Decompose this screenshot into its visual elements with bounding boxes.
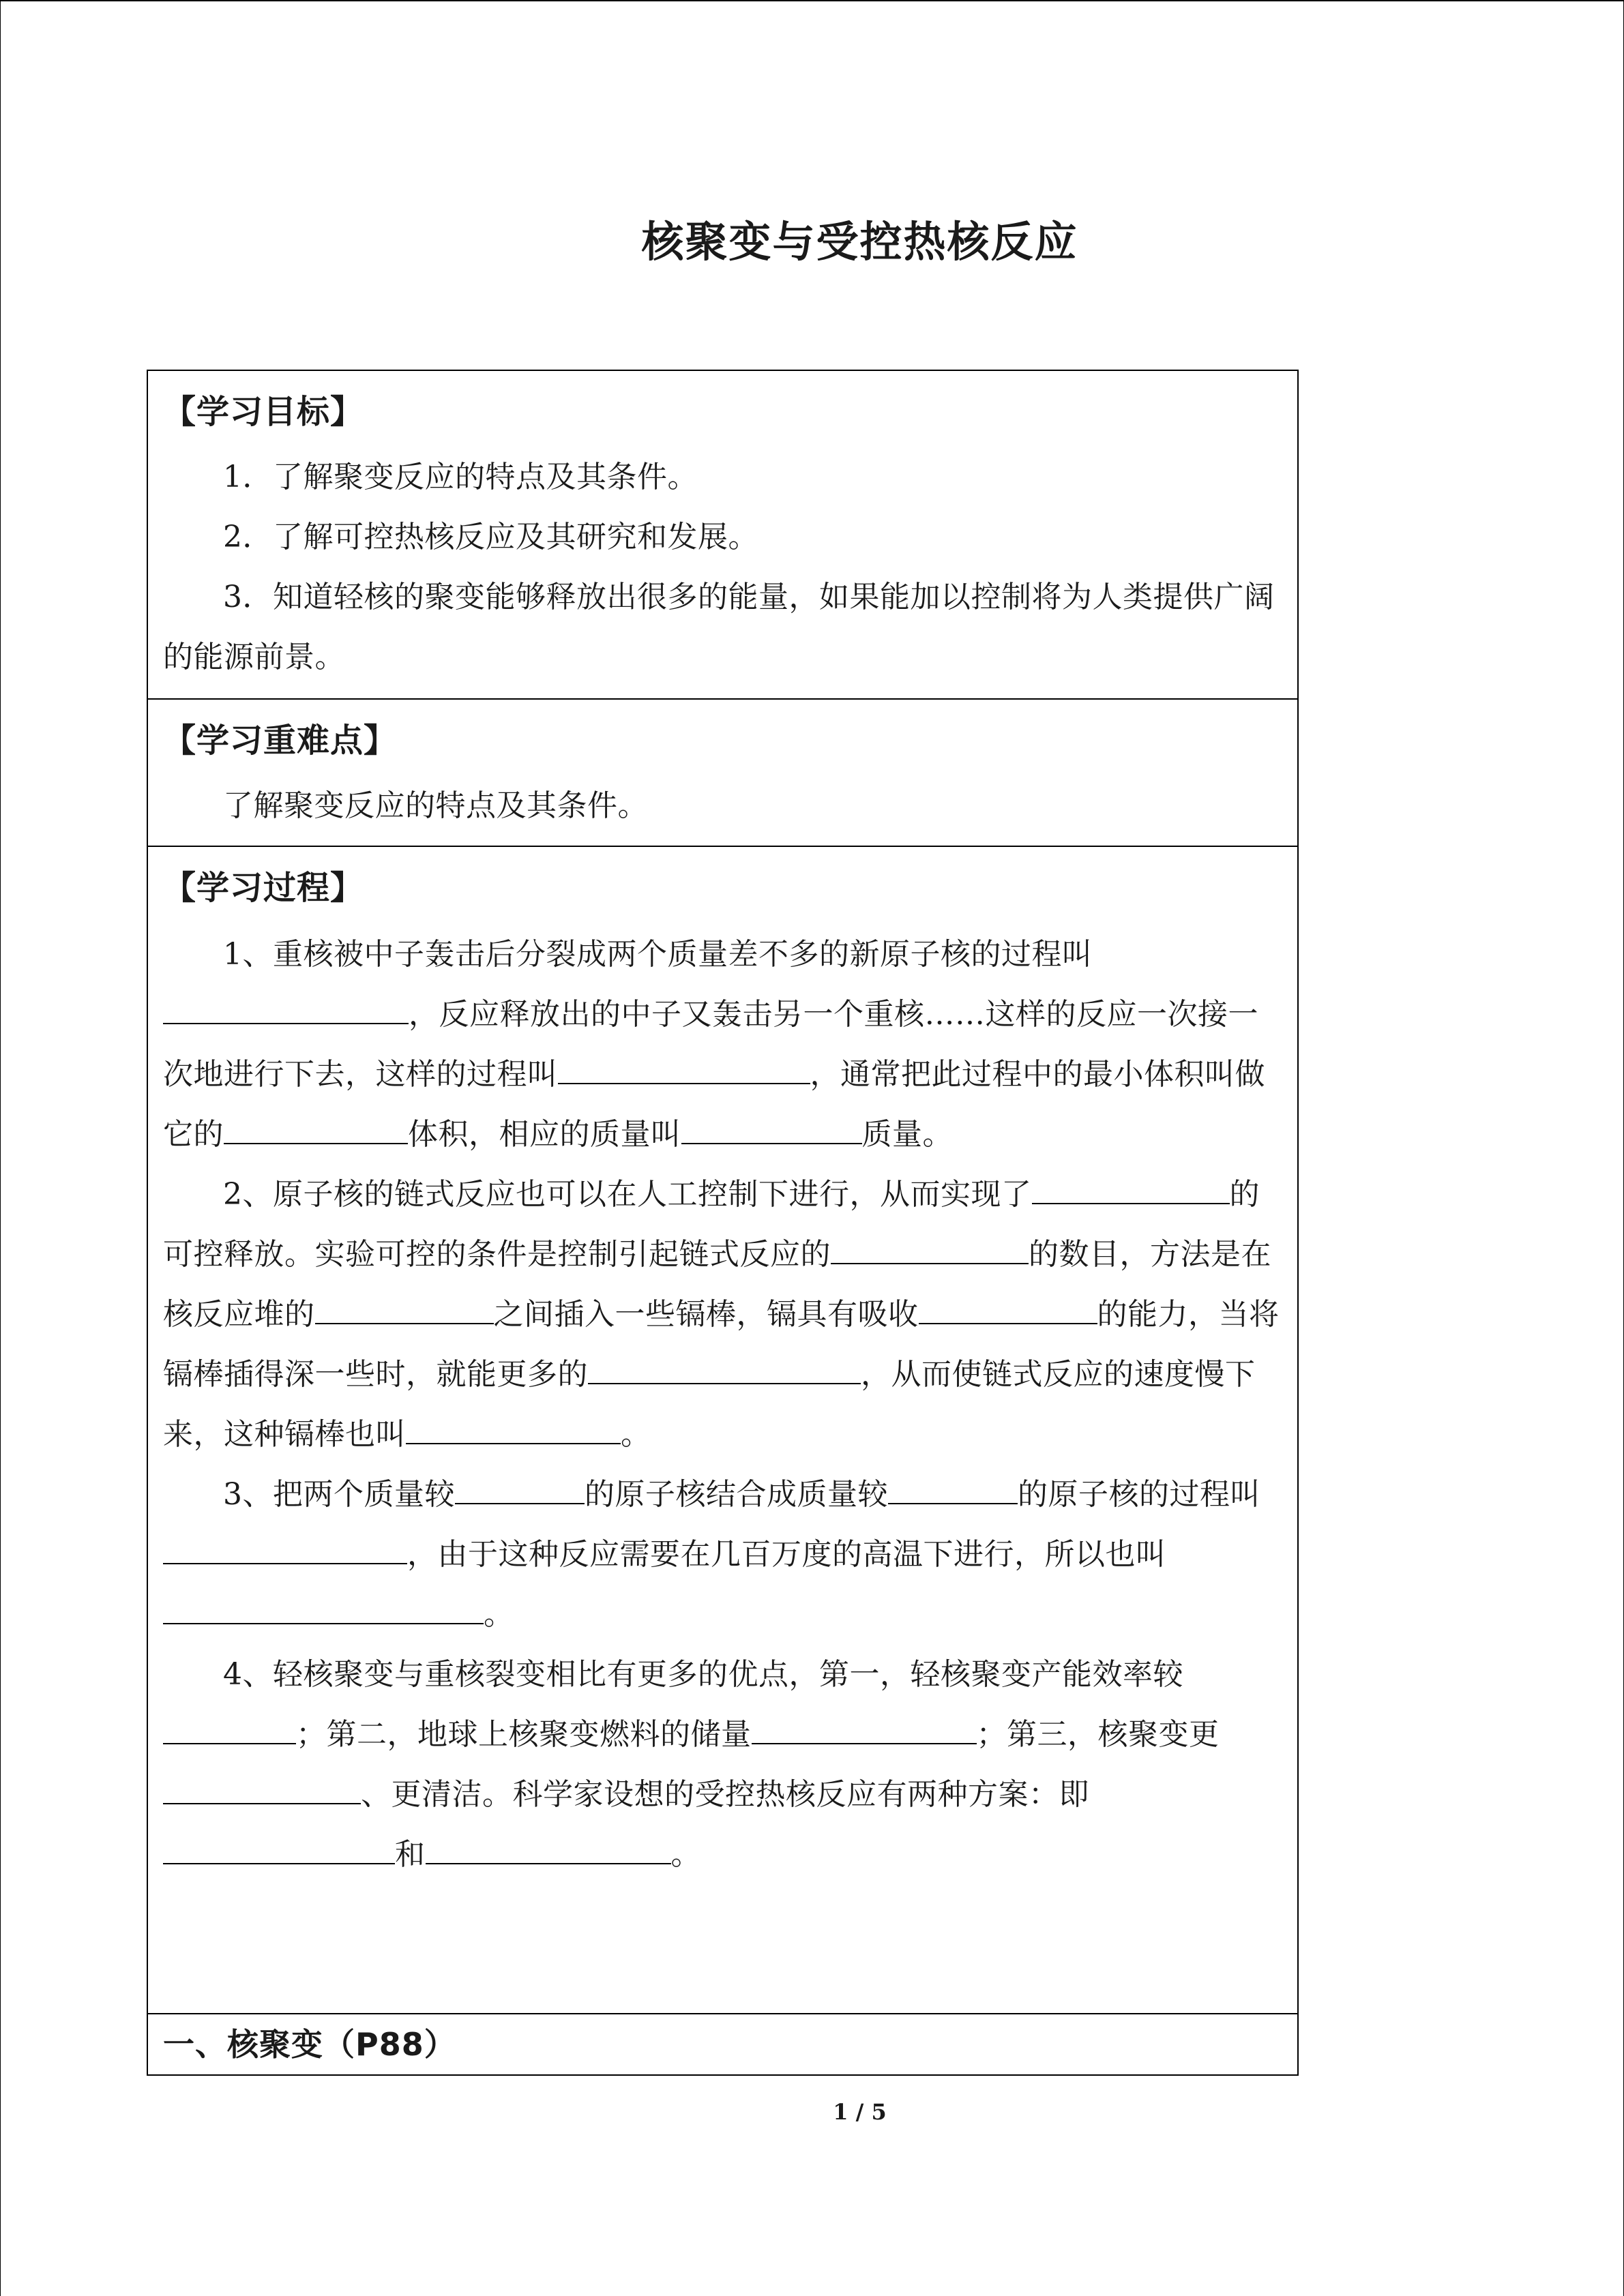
fill-blank[interactable] [163, 990, 409, 1024]
question-text: ，从而使链式反应的速度慢下来，这种镉棒也叫 [163, 1357, 1256, 1452]
key-points-section [148, 700, 1297, 847]
learning-goals-heading: 【学习目标】 [163, 393, 364, 431]
goal-item: 1．了解聚变反应的特点及其条件。 [223, 460, 698, 494]
fill-blank[interactable] [224, 1110, 408, 1144]
question-text: 的数目，方法是在核反应堆的 [163, 1237, 1271, 1332]
fusion-heading: 一、核聚变（P88） [163, 2026, 456, 2063]
fill-blank[interactable] [163, 1590, 484, 1624]
fill-blank[interactable] [1032, 1170, 1230, 1204]
worksheet-table [147, 370, 1299, 2076]
learning-goals-section [148, 371, 1297, 700]
fill-blank[interactable] [919, 1290, 1097, 1324]
question-text: 3、把两个质量较 [223, 1477, 455, 1512]
question-text: 。 [670, 1837, 701, 1872]
question-text: 体积，相应的质量叫 [408, 1117, 681, 1152]
key-points-heading: 【学习重难点】 [163, 721, 398, 760]
question-text: ；第二，地球上核聚变燃料的储量 [296, 1717, 752, 1752]
fill-blank[interactable] [406, 1410, 621, 1444]
fill-blank[interactable] [163, 1770, 361, 1804]
fill-blank[interactable] [588, 1350, 861, 1384]
question-text: 的原子核结合成质量较 [585, 1477, 888, 1512]
question-text: ，反应释放出的中子又轰击另一个重核……这样的反应一次接一次地进行下去，这样的过程叫 [163, 997, 1258, 1092]
question-text: 2、原子核的链式反应也可以在人工控制下进行，从而实现了 [223, 1177, 1032, 1212]
fusion-section [148, 2014, 1297, 2074]
question-3 [163, 1465, 1282, 1645]
fill-blank[interactable] [558, 1050, 810, 1084]
fill-blank[interactable] [831, 1230, 1029, 1264]
fill-blank[interactable] [455, 1470, 585, 1504]
question-4 [163, 1645, 1282, 1885]
question-2 [163, 1165, 1282, 1465]
question-text: ，由于这种反应需要在几百万度的高温下进行，所以也叫 [407, 1537, 1166, 1572]
question-text: ；第三，核聚变更 [976, 1717, 1220, 1752]
fill-blank[interactable] [163, 1710, 296, 1744]
question-text: 1、重核被中子轰击后分裂成两个质量差不多的新原子核的过程叫 [223, 937, 1093, 972]
question-text: 的可控释放。实验可控的条件是控制引起链式反应的 [163, 1177, 1260, 1272]
question-text: 质量。 [861, 1117, 953, 1152]
question-text: 4、轻核聚变与重核裂变相比有更多的优点，第一，轻核聚变产能效率较 [223, 1657, 1183, 1692]
page-title: 核聚变与受控热核反应 [641, 217, 1078, 267]
fill-blank[interactable] [163, 1530, 407, 1564]
fill-blank[interactable] [426, 1830, 671, 1864]
question-text: 、更清洁。科学家设想的受控热核反应有两种方案：即 [361, 1777, 1089, 1812]
goal-item: 2．了解可控热核反应及其研究和发展。 [223, 520, 758, 554]
fill-blank[interactable] [681, 1110, 862, 1144]
fill-blank[interactable] [315, 1290, 494, 1324]
question-text: 的能力，当将镉棒插得深一些时，就能更多的 [163, 1297, 1280, 1392]
fill-blank[interactable] [888, 1470, 1018, 1504]
question-text: 和 [395, 1837, 426, 1872]
page-number: 1 / 5 [833, 2099, 887, 2125]
question-1 [163, 925, 1282, 1165]
question-text: 的原子核的过程叫 [1018, 1477, 1260, 1512]
learning-process-section [148, 847, 1297, 2014]
learning-goals-list [163, 447, 1282, 687]
question-text: 之间插入一些镉棒，镉具有吸收 [493, 1297, 919, 1332]
key-points-text: 了解聚变反应的特点及其条件。 [223, 788, 648, 823]
fill-blank[interactable] [752, 1710, 977, 1744]
learning-process-heading: 【学习过程】 [163, 869, 364, 907]
fill-blank[interactable] [163, 1830, 395, 1864]
question-text: 。 [621, 1417, 651, 1452]
question-text: ，通常把此过程中的最小体积叫做它的 [163, 1057, 1265, 1152]
question-text: 。 [484, 1597, 514, 1632]
goal-item: 3．知道轻核的聚变能够释放出很多的能量，如果能加以控制将为人类提供广阔的能源前景。 [163, 580, 1275, 674]
